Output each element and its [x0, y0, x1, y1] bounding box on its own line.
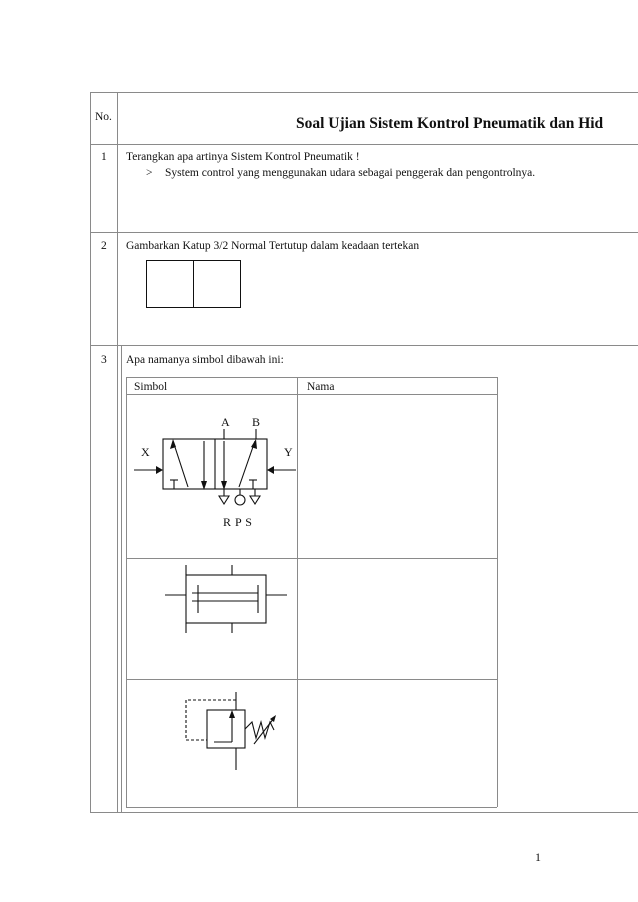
question-2-text: Gambarkan Katup 3/2 Normal Tertutup dalam keadaan tertekan	[126, 240, 420, 252]
table-top-border	[90, 92, 638, 93]
symbol-table-top	[126, 377, 497, 378]
directional-valve-symbol	[126, 400, 296, 530]
page-number: 1	[535, 850, 541, 864]
question-1-text: Terangkan apa artinya Sistem Kontrol Pneumatik !	[126, 151, 360, 163]
symbol-row-divider-1	[126, 558, 497, 559]
symbol-table-right	[497, 377, 498, 807]
table-left-border	[90, 92, 91, 812]
port-label-b: B	[252, 415, 261, 429]
question-1-number: 1	[101, 151, 107, 163]
valve-answer-box-divider	[193, 260, 194, 308]
row-divider-2	[90, 345, 638, 346]
question-1-answer-bullet: >	[146, 167, 153, 179]
port-label-y: Y	[284, 445, 293, 459]
double-rod-cylinder-symbol	[155, 565, 305, 635]
table-header-divider	[90, 144, 638, 145]
symbol-column-header: Simbol	[134, 381, 168, 393]
question-1-answer: System control yang menggunakan udara sebagai penggerak dan pengontrolnya.	[165, 167, 536, 179]
number-column-divider-inner	[121, 345, 122, 812]
question-3-number: 3	[101, 354, 107, 366]
number-column-divider	[117, 92, 118, 812]
header-no-label: No.	[95, 111, 112, 123]
question-2-number: 2	[101, 240, 107, 252]
page-title: Soal Ujian Sistem Kontrol Pneumatik dan Hid	[296, 115, 604, 132]
name-column-header: Nama	[307, 381, 335, 393]
port-label-x: X	[141, 445, 150, 459]
row-divider-1	[90, 232, 638, 233]
question-3-text: Apa namanya simbol dibawah ini:	[126, 354, 284, 366]
port-labels-rps: R P S	[223, 515, 253, 529]
symbol-table-bottom	[126, 807, 497, 808]
table-bottom-border	[90, 812, 638, 813]
port-label-a: A	[221, 415, 230, 429]
symbol-table-header-divider	[126, 394, 497, 395]
pressure-valve-symbol	[170, 680, 300, 790]
